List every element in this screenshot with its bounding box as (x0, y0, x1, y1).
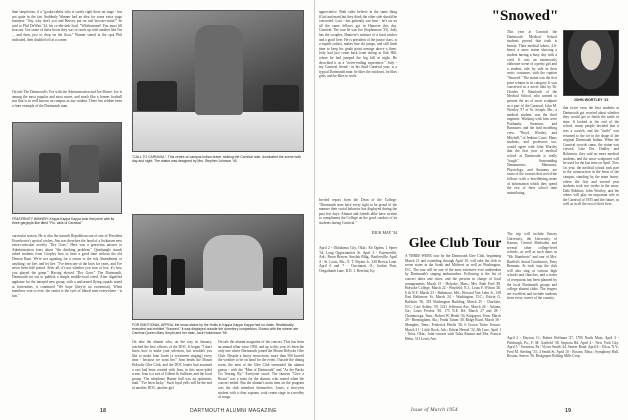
photo-caption: "CALL TO CARNIVAL": This centre-of-campus Indian brave, striking the Carnival note, dominated the scene both day and night. The statue was designed by Mrs. Stephen Johnson '40. (132, 155, 302, 164)
portrait-caption: JOHN WORTLEY '22 (573, 98, 609, 102)
carnival-indian-statue-photo (132, 10, 304, 152)
glee-club-headline: Glee Club Tour (408, 236, 502, 251)
snowed-statue-photo (132, 214, 304, 320)
text-column: curricular season. He is also the staunch Republican son of one of President Eisenhower's special wishes. Jim was therefore the head of a Jeckinsen new extra-curricular activity "Dry Goes." Here was a gracerous answer to Administration fears about "the drinking problem." Quadrangle stands asked students from Coopley how to have a good time without the old Demon Rum. We're not agitating for a return to the risk Amendment or anything: we live, and let live. "I've been one of the boys for years, and I've never been half potted. After all, it's not whether you won or lost, it's how you played the game." Having elected "Dry Goes," The Dartmouth, Dartmouth set out to publish a simple middle-road creed. After dignified applause for the intrepid new group, with a uniformed flying squads stated at fraternities, it continued "We hope [they're no extremists]. When members vote to ever, the center is the eyes of liberal men everywhere - is fast." (12, 234, 122, 298)
text-column: Invited report from the Dean of the College: "Dartmouth men have every right to be proud of the manner their social behavior has displayed during the past few days. Alumni and friends alike have written to compliment the College on the good conduct of its students during Carnival." (319, 198, 397, 225)
fraternity-statue-photo (12, 122, 122, 214)
text-column: April 2 - Oklahoma City, Okla.; Ed Ogden, 1 Speer '34, Long Opportunities St. April 3 - Fayetteville, Ark.; Bruce Brewer, Sinclair Bldg., Bartlesville. April 4 - St. Louis, Mo.; E. T. Bryant Jr., 320 Brown Lane. April 6 and 7 - Cincinnati, O.; Jordan Pont, Oregaibanh Lane, R.D. 1, Beechal, Ky. (319, 246, 397, 273)
john-wortley-portrait (563, 30, 619, 96)
page-number: 19 (565, 408, 572, 414)
photo-caption: FOR EMOTIONAL APPEAL the snow statue by the Hollis in Kappa Kappa Kappa had no rivals. Realistically executed and entitled "Snowed," it was displayed outside the dormitory competition. Shown with the winner are Carnival Queen Mary Smyth and her date, Jack Hutchinson '55. (132, 323, 299, 336)
text-column: This year at Carnival the Dartmouth Medical School students proved that truth is beauty. Their medical labors, 4,6-benzi, a snow statue showing a student having a busy day with a coed. It was an enormously elaborate scene of a pretty girl and a student, side by side in their arctic costumes, with the caption "Snowed." The statue was the first prize winner in its category. It was conceived as a novel idea by Dr. Charles F. Bamforth of the Medical School, who wanted to present the art of snow sculpture as a part of the Carnival. John M. Wortley '57 of St. Joseph, Mo., a medical student, was the chief engineer. Working with him were Fairbanks, Swanson, and Bannister, and the lead modeling crew, "Boyd, Wortley, and Mitchell," of Jenkins Court. Many students, and professors too, would agree with John Wortley that the first year of medical school at Dartmouth is really "tough." Surrounding Nanamonsos, Maronney, Physiology, and Anatomy are some of the courses that crowd the fellows with a bewildering maze of information which they spend the rest of their school time assimilating. (507, 30, 557, 195)
text-column: The trip will include Emory University, the University of Kansas, Central Methodist and several other college-level schools, as well as such dates as "Mr. Humberto" and one of Mrs. Bartlett's choral Conductors, Pony Brennan. At each stop the club will also sing at various high schools and churches, and a series of receptions has been planned by the local Dartmouth groups and college alumni clubs. The singers are excellent and include students from every corner of the country. (507, 232, 557, 301)
text-column: On take the alumni who, on the way in January, reached the best officers of the DOC. It began "I don't know how to make your selection, but wouldn't you like to make Jean Jones [a seventeen singing] every time - because we want her." Jean heads the Mount Holyoke Glee Club, and the DOC leader had assumed a cast had been created with Jean, in this snow-piled scene. Jean is a sort of Gilbert & Sullivan, and the local gossip. The telephone Hunter hall was an optimistic mail. "I've been lucky." Such loyal yells will be the end of another DOC, another girl. (132, 340, 212, 390)
text-column: On tale the alumni magazine of the concert. This has been an annual affair since 1950, and up to this year it's been the only one where Dartmouth joined the Mount Holyoke Glee Club. Despite a heavy snowstorm, more than 500 braved the weather to be on hand for the event. Outside the dining room, the men of the Glee Club serenaded the alumni guests - with the "Men of Dartmouth" and "As the Backs Go Tearing By." Everyone stood. The famous "Give a Rouse" was a must for the alumni, who roared when the concert ended. But the alumni's main item on the program was the club members themselves. Jones, a first-year student with a clear soprano, took center stage in a medley of songs. (218, 340, 304, 400)
text-column: On tale The Dartmouth's Vox with the Administration and Joe Moore. Joe is among the most popular and most suave, and much like a former football star that is as well known on campus as any student. There has seldom been a finer example of the Dartmouth man. (12, 90, 122, 108)
magazine-title: DARTMOUTH ALUMNI MAGAZINE (190, 408, 277, 414)
text-column: that twice even the best students at Dartmouth got worried about whether they would get to finish the turtle in time. It looked at the end of the school, many people decided that it was a scratch, and the "turtle" was returned to the ice in the shape of the original Dartmouth Indian. When the Carnival crowds came, the statue was viewed. Like Drs. Dudley and Robinson, they said no more medical students, and the snow sculptures will be used for the last time on April. Now 1st year, the medical school took part in the construction in the heart of the campus, standing by the main house, where the first and second year students took two weeks in the snow. Dale Robbins, John Wortley, and the others will play an important role in the Carnival of 1955 and the future, as well as in all the rest of their lives. (563, 106, 619, 207)
snowed-headline: "Snowed" (491, 8, 559, 24)
text-column: April 2 - Dayton, O.; Robert Hoffman '27, 1700 North Main. April 3 - Pittsburgh, Pa.; F. M. Garfield '38, Sequoia Rd. April 4 - New York City. April 5 - Scranton, Pa.; Victor Smith '44, Seaver Road. April 6 - Utica, N.Y.; Fred M. Sterling '33, 4 Smith St. April 10 - Boston, Mass.; Symphony Hall, Boston; Seaver '36, Bridgeport Rolling Mills Corp. (507, 336, 619, 359)
page-number: 18 (100, 408, 107, 414)
text-column: appreciative. Both sides believe in the same thing (God and man) but they think the other side should be converted. Lost - has patiently sun beat - he's on on all the same fellows got in Hanover this day. Carnival. The tour he was Joe (Sophomore '35). Jody has the scruples, Hanover's mixture of a hard worker and a good liver. He is president of the junior class, is a superb soloist, makes fine ski jumps, and still finds time to keep his grade point average above a three. Jody had just come back from skiing at Oak Hill, where he had jumped the big hill at night. He described it as a "never-ending experience." Jody - my Carnival friend - in his third Carnival year, is a typical Dartmouth man: he likes the outdoors, he likes girls, and he likes to work. (319, 10, 397, 79)
byline: DICK MAY '34 (371, 230, 397, 235)
right-page (314, 0, 628, 420)
text-column: than skepticism, if a "gooka-rablist who is surely right there on stage - but not quite in the fan. Suddenly Wanner had an idea for some extra stage business. "Say, why don't you and Harvey put on real boxcars-mitts?" he said to Phil DeWint '34, his co-dte-fadr listd. "Whithotment! You must fill boxcars. Got some of these boots they sort of reach up with another like I'm ... and then, just to drop on the floor," Warner stared at the spot Phil indicated, then doubled off at a corner. (12, 10, 122, 42)
photo-caption: FRATERNITY WINNER: Kappa Kappa Kappa took first prize with its three gargoyle-like titled "Fix- calls of Carnival." (12, 217, 115, 226)
text-column: A THREE-WEEK tour by the Dartmouth Glee Club, beginning March 21 and extending through April 10, will take the club to seven states in the South and Midwest as well as Washington, D.C. The tour will be one of the most extensive ever undertaken by Dartmouth's singing ambassadors. Following is the list of concert dates and cities, and the persons in charge of local arrangements: March 21 - Holyoke, Mass.; Mrs. Ruth Fred '49, Holyoke College. March 22 - Wayfield, N.J.; Louis F. Wilson '26, 6 th N.Y. March 23 - Baltimore, Md.; Howard Von Lehn Jr., 318 East Baltimore St. March 24 - Washington, D.C.; Edwin G. Baldwin '36, 318 Washington Building. March 25 - Charlotte, N.C.; Carl Ashley '39, 1421 Jefferson Ave. March 26 - Atlanta, Ga.; Louis Ferrera '38, 175 N.E. Rd. March 27 and 28 - Chattanooga, Tenn.; Robert W. Heath '34, Kingsport, Tenn. March 29 - Birmingham, Ala.; Frank Tatum '30, Ridge Road. March 30 - Memphis, Tenn.; Frederick Heelis '26, 6 Crown Tudor Terrace. March 31 - Little Rock, Ark.; Edwin Hensel '32, 8th Line. April 1 - Tulsa, Okla.; Joint concert with Tulsa Alumni and Mrs. Francis Helm, 311 Lewis Ave. (405, 254, 501, 341)
issue-date: Issue of March 1954 (411, 408, 458, 413)
